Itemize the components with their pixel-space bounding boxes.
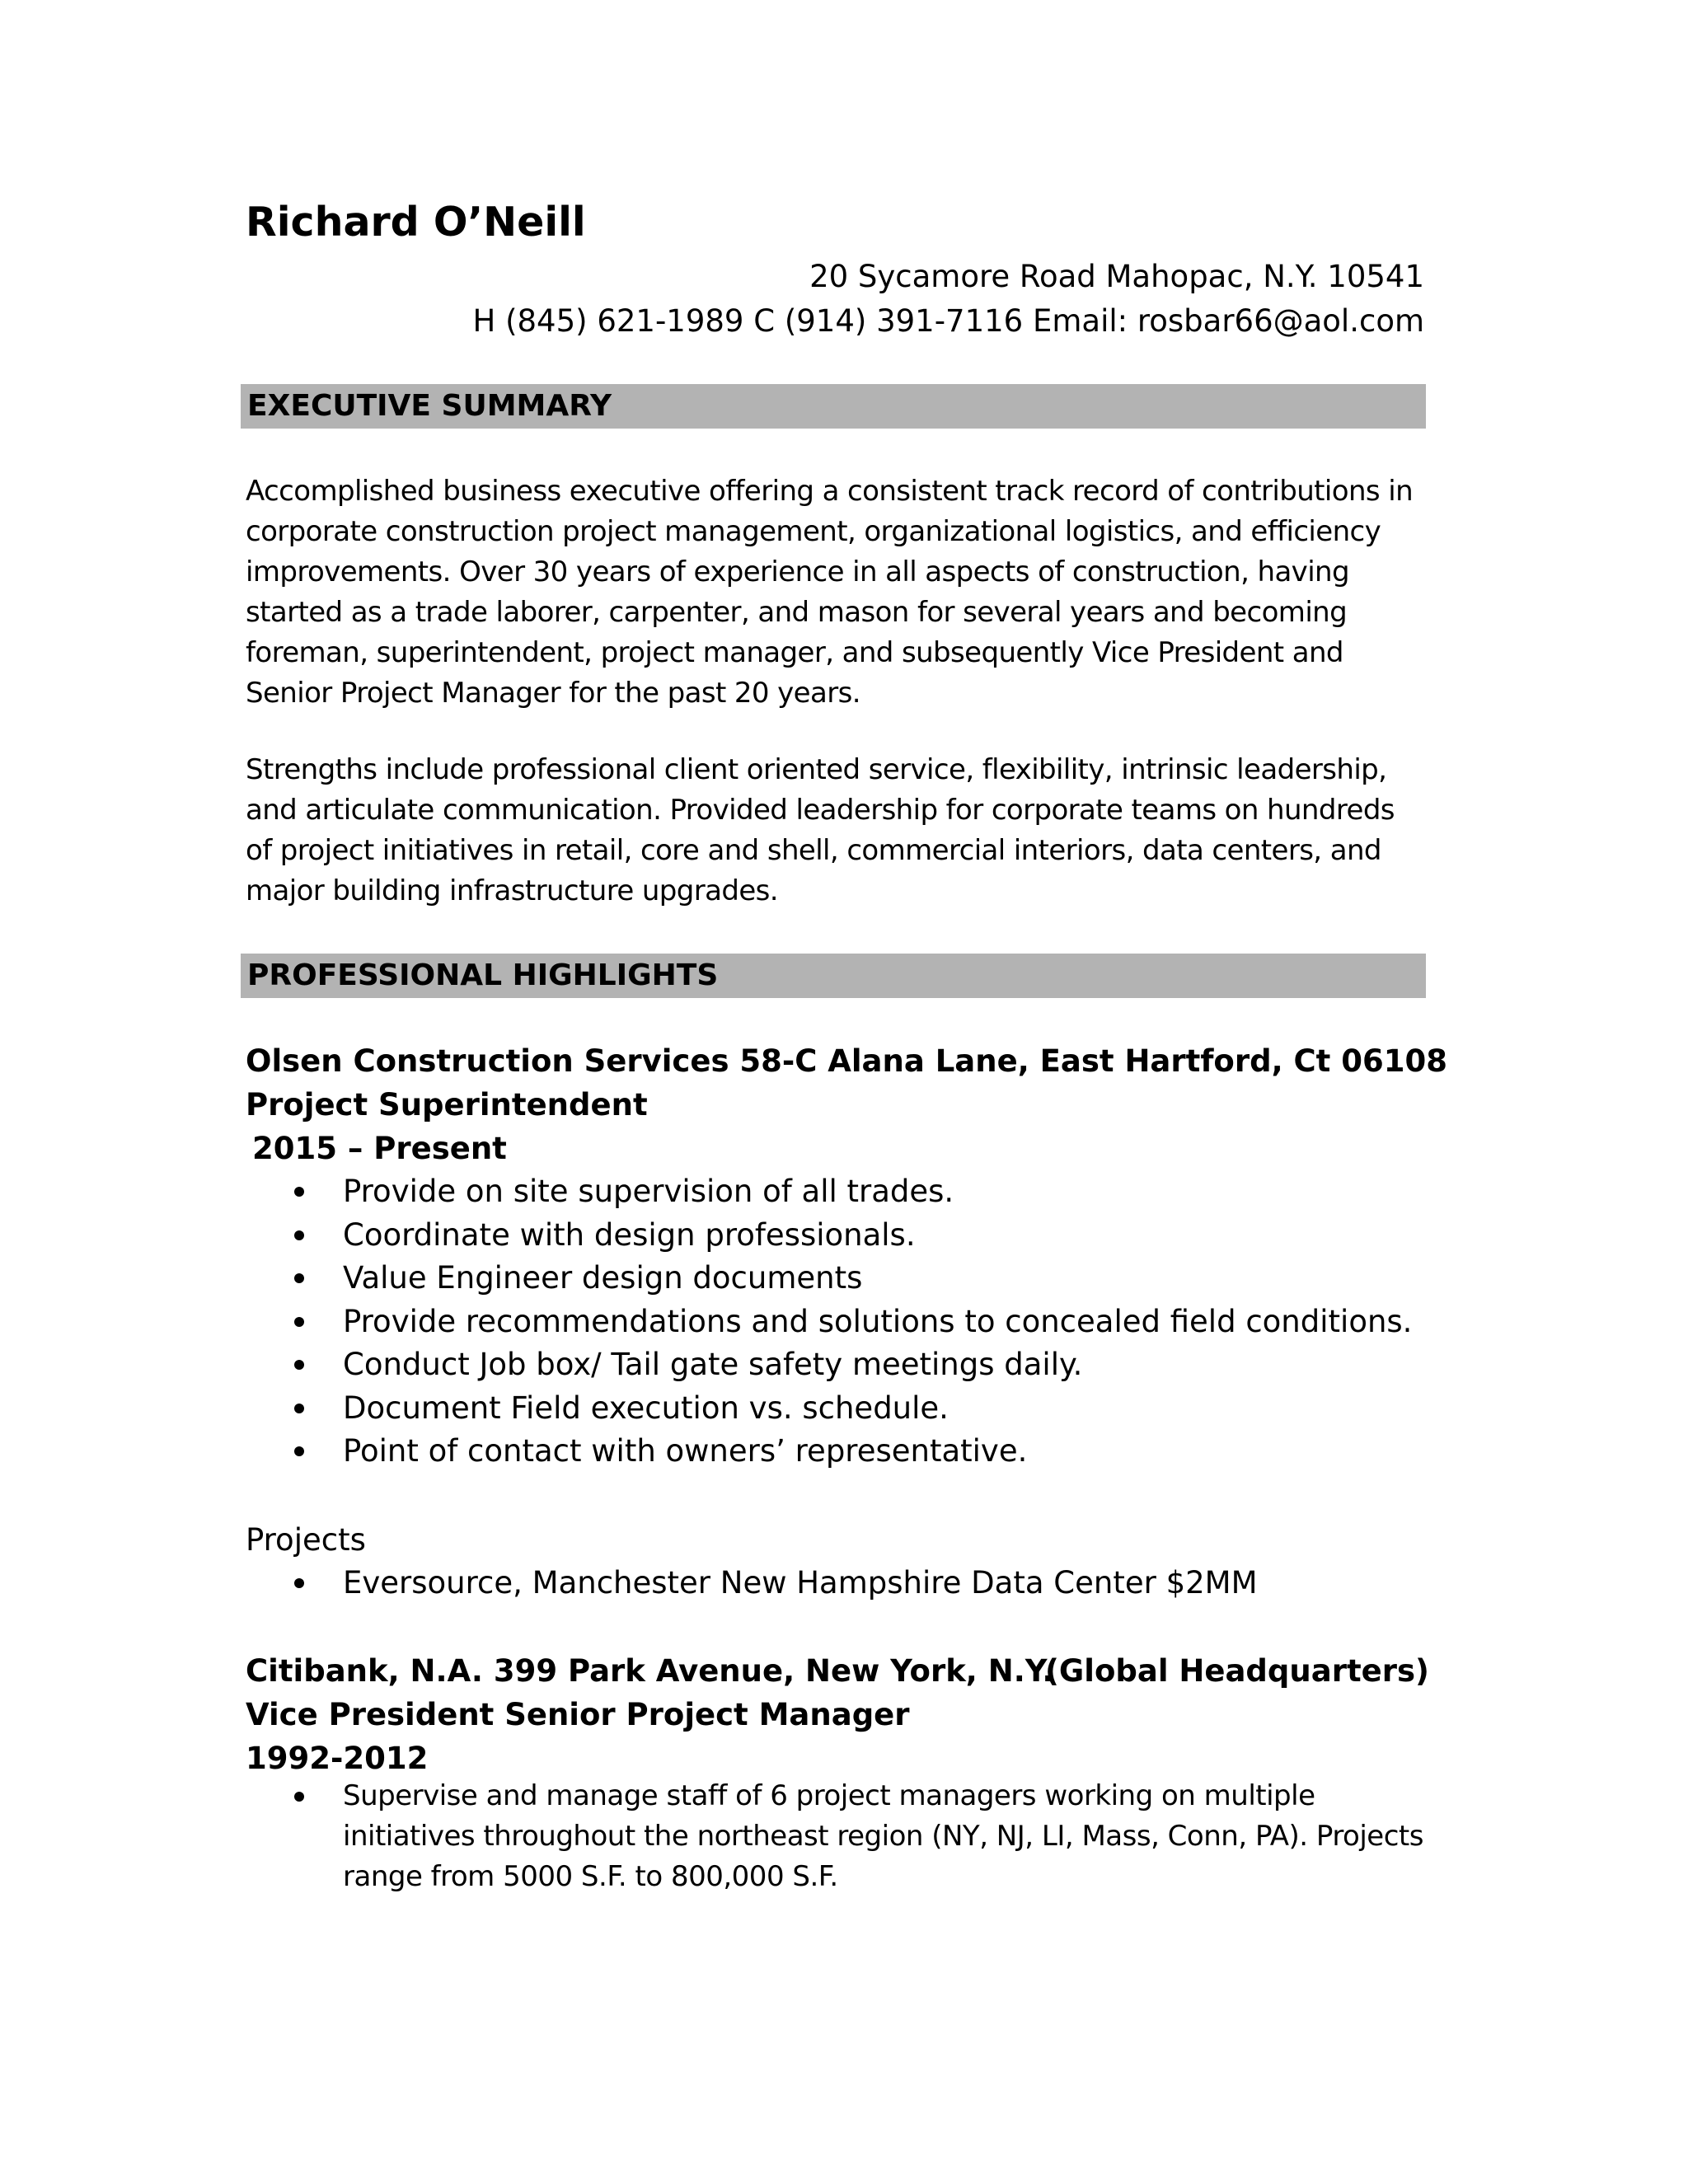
- duty-item: [0, 1387, 1412, 1431]
- bullet-icon: [294, 1187, 304, 1197]
- executive-summary-header: [241, 384, 1426, 429]
- professional-highlights-header: [241, 954, 1426, 998]
- job-title: Vice President Senior Project Manager: [246, 1697, 910, 1732]
- job-title: Project Superintendent: [246, 1087, 648, 1122]
- duty-text: Document Field execution vs. schedule.: [343, 1390, 949, 1426]
- bullet-icon: [294, 1792, 304, 1802]
- duty-item: [0, 1343, 1412, 1387]
- summary-paragraph-1: Accomplished business executive offering a consistent track record of contributions in corporate construction project management, organizational logistics, and efficiency improvements. Over 30 years of experience in all aspects of construction, having started as a trade laborer, carpenter, and mason for several years and becoming foreman, superintendent, project manager, and subsequently Vice President and Senior Project Manager for the past 20 years.: [246, 475, 1414, 710]
- job-duties-list: [0, 1776, 1429, 1897]
- candidate-name: Richard O’Neill: [246, 199, 586, 246]
- duty-text: Provide recommendations and solutions to concealed field conditions.: [343, 1303, 1413, 1339]
- professional-highlights-heading: PROFESSIONAL HIGHLIGHTS: [247, 958, 719, 992]
- duty-item: [0, 1170, 1412, 1214]
- bullet-icon: [294, 1360, 304, 1370]
- bullet-icon: [294, 1404, 304, 1413]
- projects-list: [0, 1562, 1258, 1605]
- job-location-note: (Global Headquarters): [1045, 1653, 1429, 1689]
- duty-item: [0, 1214, 1412, 1258]
- job-dates: 2015 – Present: [252, 1131, 507, 1166]
- duty-text: Value Engineer design documents: [343, 1260, 863, 1296]
- duty-text: Supervise and manage staff of 6 project managers working on multiple initiatives throughout the northeast region (NY, NJ, LI, Mass, Conn, PA). Projects range from 5000 S.F. to 800,000 S.F.: [343, 1779, 1423, 1893]
- contact-address: 20 Sycamore Road Mahopac, N.Y. 10541: [809, 259, 1424, 294]
- bullet-icon: [294, 1578, 304, 1588]
- executive-summary-heading: EXECUTIVE SUMMARY: [247, 389, 612, 423]
- job-company: Citibank, N.A. 399 Park Avenue, New York, N.Y.: [246, 1653, 1054, 1689]
- duty-item: [0, 1776, 1429, 1897]
- bullet-icon: [294, 1273, 304, 1283]
- duty-item: [0, 1257, 1412, 1301]
- job-company: Olsen Construction Services 58-C Alana Lane, East Hartford, Ct 06108: [246, 1043, 1447, 1079]
- duty-text: Coordinate with design professionals.: [343, 1216, 916, 1253]
- job-duties-list: [0, 1170, 1412, 1474]
- job-dates: 1992-2012: [246, 1741, 429, 1776]
- projects-label: Projects: [246, 1522, 366, 1558]
- project-text: Eversource, Manchester New Hampshire Data Center $2MM: [343, 1565, 1258, 1601]
- project-item: [0, 1562, 1258, 1605]
- duty-text: Conduct Job box/ Tail gate safety meetings daily.: [343, 1347, 1083, 1382]
- bullet-icon: [294, 1446, 304, 1456]
- contact-phones-email: H (845) 621-1989 C (914) 391-7116 Email: rosbar66@aol.com: [472, 303, 1424, 339]
- duty-item: [0, 1301, 1412, 1344]
- bullet-icon: [294, 1230, 304, 1240]
- duty-text: Provide on site supervision of all trades.: [343, 1174, 954, 1209]
- duty-text: Point of contact with owners’ representative.: [343, 1433, 1028, 1469]
- duty-item: [0, 1430, 1412, 1474]
- bullet-icon: [294, 1317, 304, 1327]
- summary-paragraph-2: Strengths include professional client oriented service, flexibility, intrinsic leadership, and articulate communication. Provided leadership for corporate teams on hundreds of project initiatives in retail, core and shell, commercial interiors, data centers, and major building infrastructure upgrades.: [246, 753, 1395, 907]
